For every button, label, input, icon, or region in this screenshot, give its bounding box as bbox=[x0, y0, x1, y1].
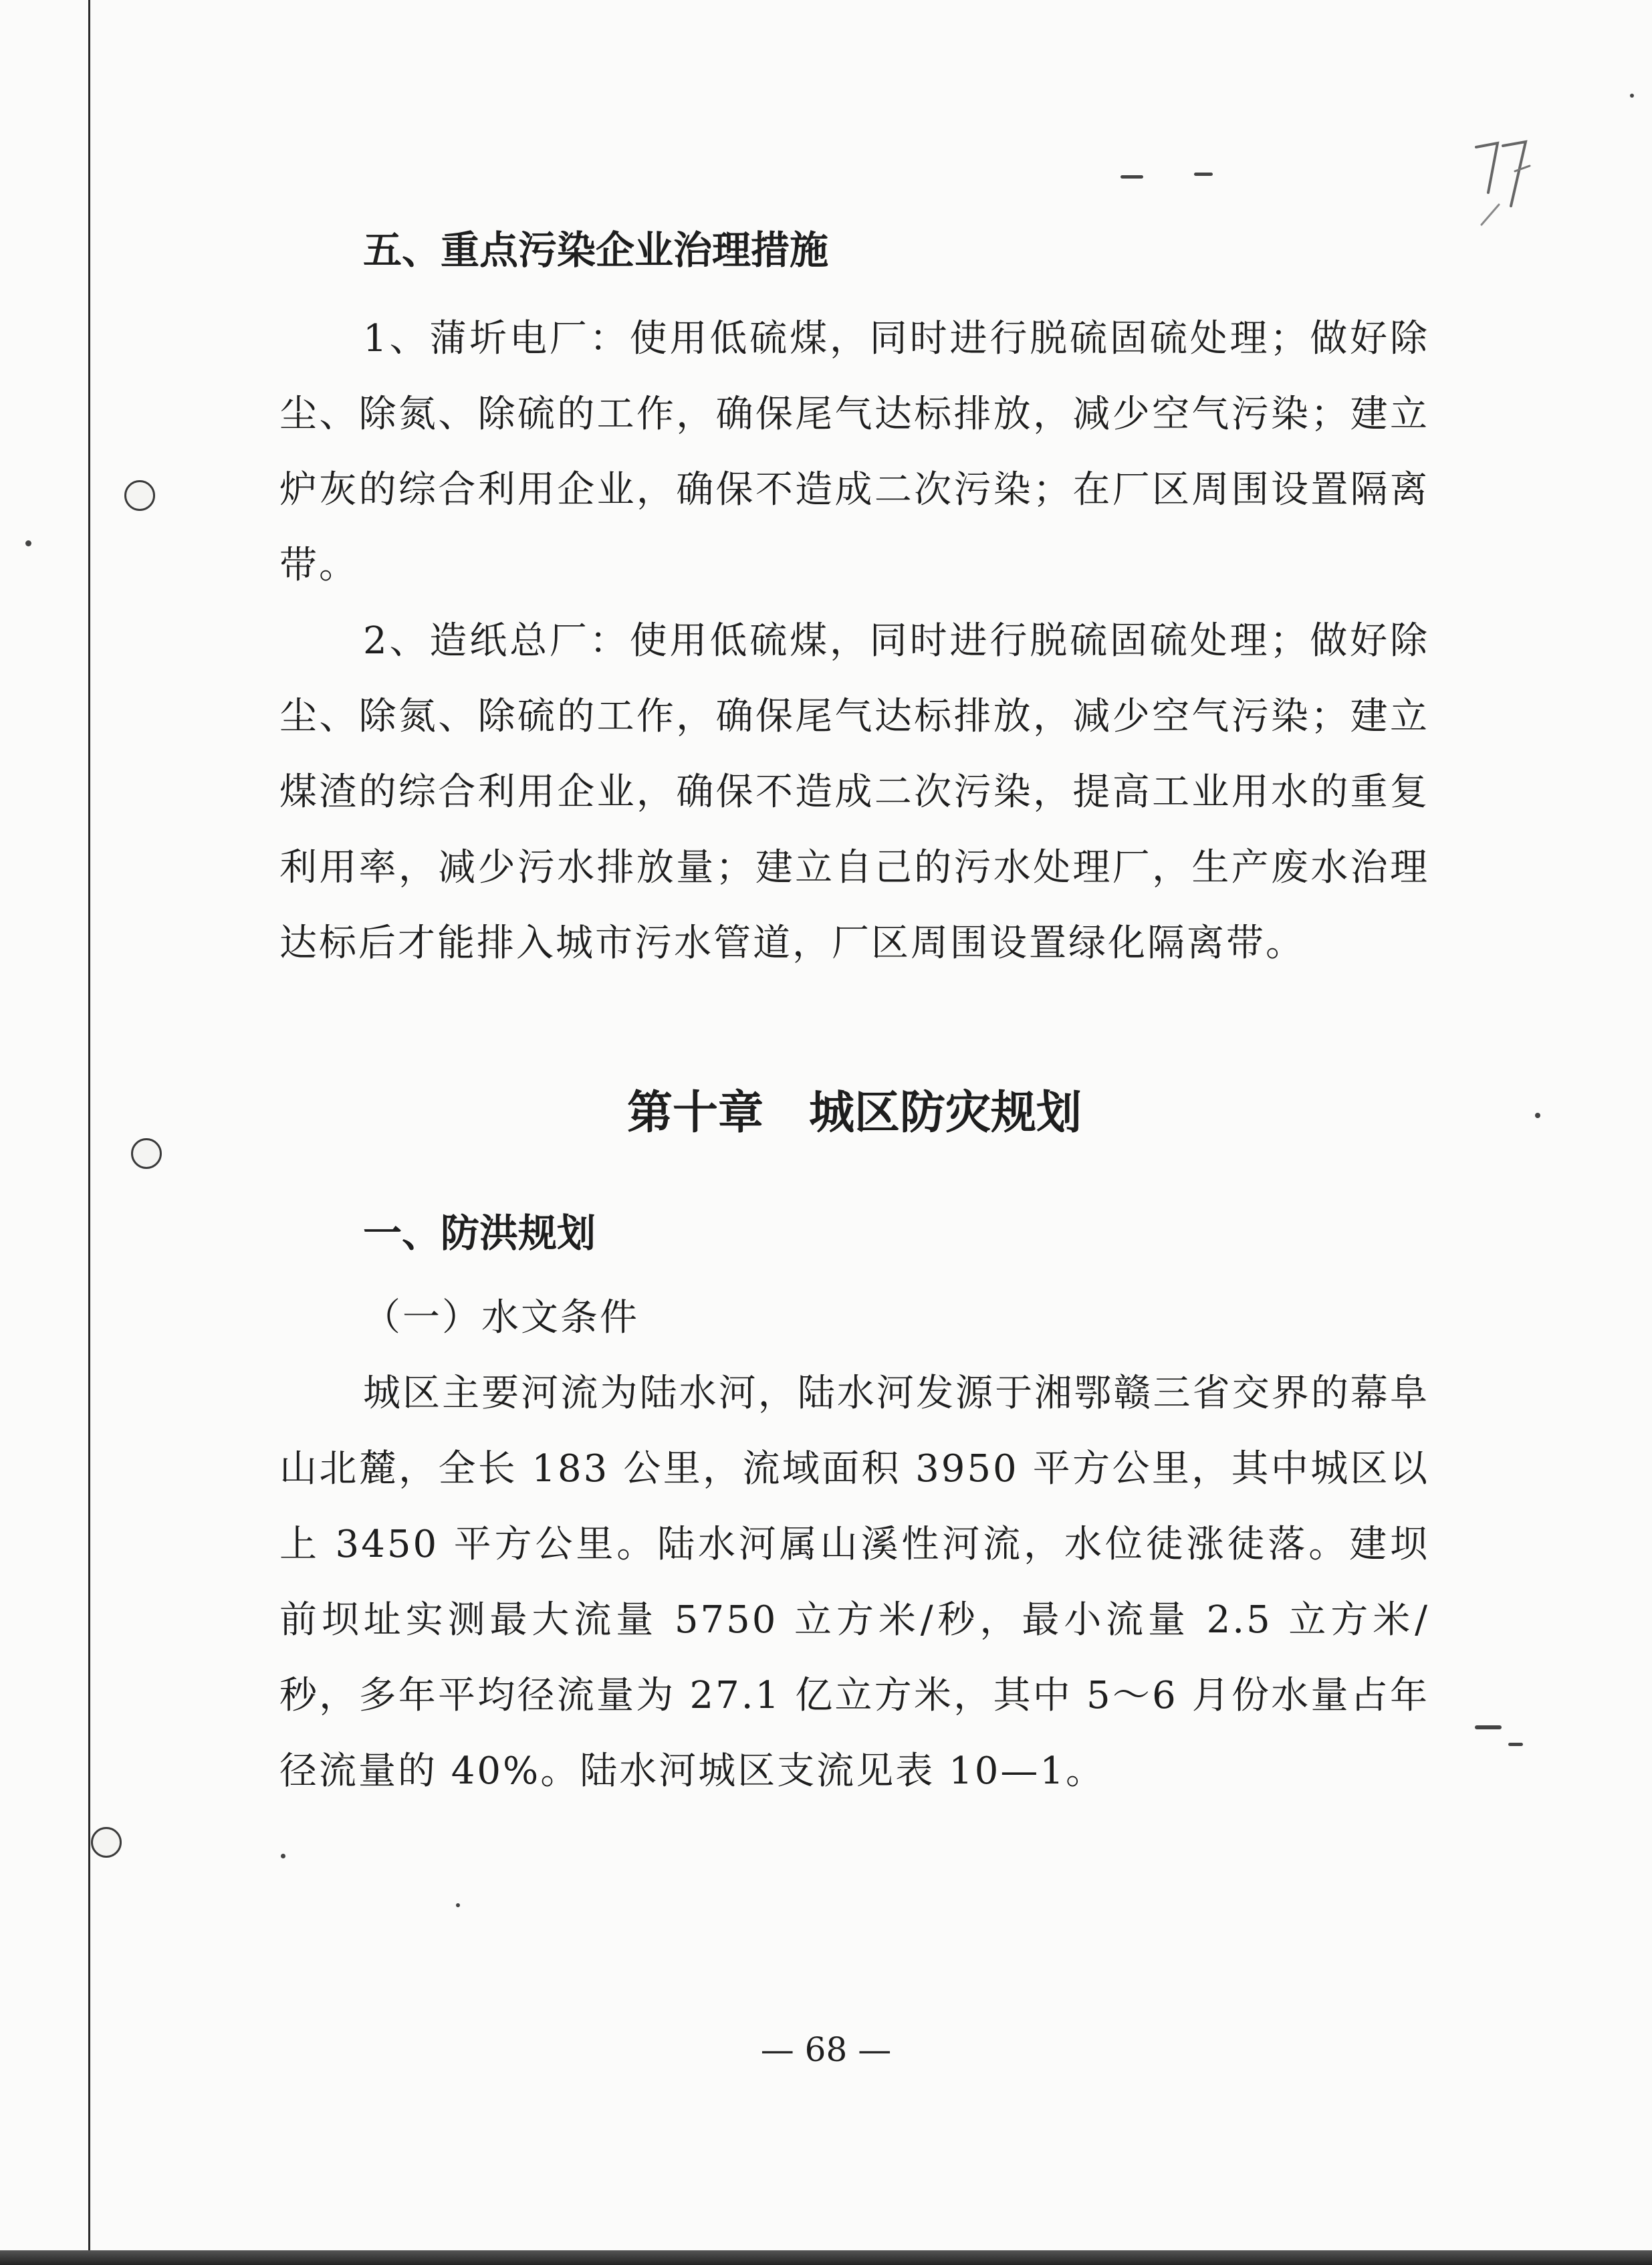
section-1 bbox=[279, 1209, 1429, 1809]
scan-speck bbox=[1194, 173, 1213, 176]
page-number: — 68 — bbox=[760, 2030, 892, 2069]
scan-speck bbox=[456, 1903, 460, 1907]
chapter-title: 第十章 城区防灾规划 bbox=[626, 1087, 1082, 1140]
handwritten-page-mark bbox=[1468, 131, 1542, 231]
scan-speck bbox=[281, 1854, 285, 1858]
binding-line bbox=[88, 0, 90, 2265]
scan-speck bbox=[1475, 1725, 1502, 1729]
punch-hole-top bbox=[124, 480, 155, 511]
paragraph: 1、蒲圻电厂：使用低硫煤，同时进行脱硫固硫处理；做好除尘、除氮、除硫的工作，确保尾气达标排放，减少空气污染；建立炉灰的综合利用企业，确保不造成二次污染；在厂区周围设置隔离带。 bbox=[279, 317, 1429, 587]
scan-bottom-edge bbox=[0, 2250, 1652, 2265]
scan-speck bbox=[25, 540, 31, 546]
punch-hole-bottom bbox=[91, 1827, 122, 1858]
scan-speck bbox=[1120, 175, 1143, 179]
scan-speck bbox=[1508, 1743, 1523, 1746]
paragraph: 2、造纸总厂：使用低硫煤，同时进行脱硫固硫处理；做好除尘、除氮、除硫的工作，确保尾气达标排放，减少空气污染；建立煤渣的综合利用企业，确保不造成二次污染，提高工业用水的重复利用率，减少污水排放量；建立自己的污水处理厂，生产废水治理达标后才能排入城市污水管道，厂区周围设置绿化隔离带。 bbox=[279, 619, 1429, 965]
section-5 bbox=[279, 226, 1429, 981]
subsection-heading: （一）水文条件 bbox=[363, 1296, 639, 1339]
scan-speck bbox=[1535, 1113, 1540, 1118]
punch-hole-middle bbox=[131, 1138, 162, 1169]
section-heading: 五、重点污染企业治理措施 bbox=[363, 227, 829, 273]
section-heading: 一、防洪规划 bbox=[363, 1210, 596, 1256]
scan-speck bbox=[1630, 94, 1634, 98]
paragraph: 城区主要河流为陆水河，陆水河发源于湘鄂赣三省交界的幕阜山北麓，全长 183 公里，流域面积 3950 平方公里，其中城区以上 3450 平方公里。陆水河属山溪性河流，水位徒涨徒落。建坝前坝址实测最大流量 5750 立方米/秒，最小流量 2.5 立方米/秒，多年平均径流量为 27.1 亿立方米，其中 5～6 月份水量占年径流量的 40%。陆水河城区支流见表 10—1。 bbox=[279, 1372, 1429, 1793]
